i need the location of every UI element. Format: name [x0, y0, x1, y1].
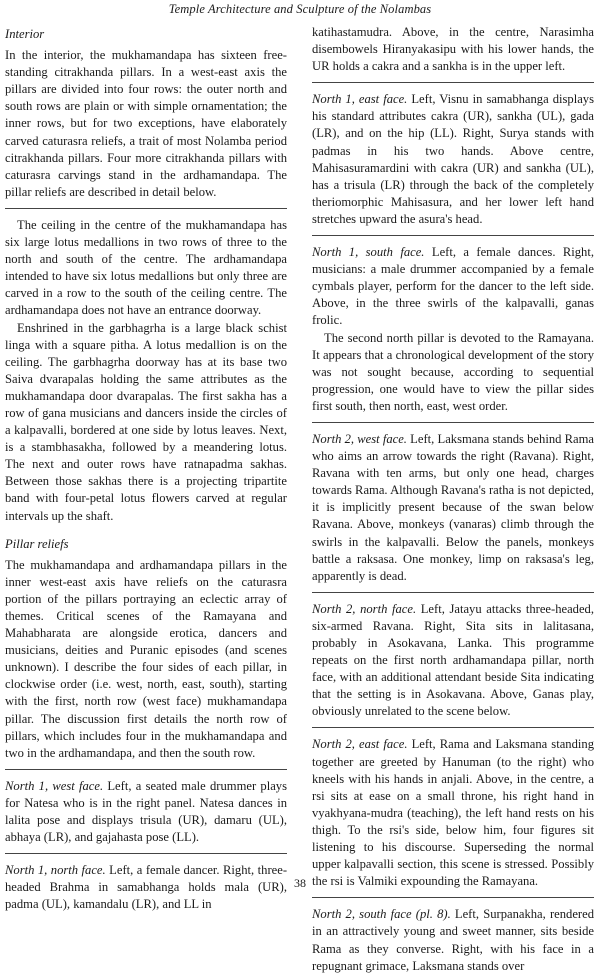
- north1-north-text: Left, a female dancer. Right, three-headed Brahma in samabhanga holds mala (UR), padma (UL), kamandalu (LR), and LL in: [5, 863, 288, 912]
- north2-east-text: Left, Rama and Laksmana standing together are greeted by Hanuman (to the right) who kneels with his hands in anjali. Above, in the centre, a rsi sits at ease on a small throne, his right hand in vyakhyana-mudra (teaching), the left hand rests on his thigh. To the rsi's side, below him, four figures sit listening to his discourse. Superseding the normal upper kalpavalli section, this scene is stressed. Possibly the rsi is Valmiki expounding the Ramayana.: [312, 737, 594, 889]
- pillar-reliefs-heading: Pillar reliefs: [5, 536, 69, 551]
- divider: [5, 853, 287, 854]
- divider: [312, 897, 594, 898]
- divider: [312, 727, 594, 728]
- north2-east-label: North 2, east face.: [312, 737, 408, 752]
- north1-east-paragraph: [312, 91, 594, 228]
- north1-west-paragraph: [5, 778, 287, 846]
- right-column: [312, 24, 594, 975]
- divider: [5, 769, 287, 770]
- north2-north-paragraph: [312, 601, 594, 721]
- interior-heading: Interior: [5, 27, 45, 41]
- north1-east-label: North 1, east face.: [312, 92, 408, 107]
- north1-south-text: Left, a female dances. Right, musicians: a male drummer accompanied by a female cymbals player, perform for the dancer to the left side. Above, in the three swirls of the kalpavalli, ganas frolic.: [312, 245, 595, 328]
- north1-south-paragraph: [312, 244, 594, 329]
- divider: [312, 82, 594, 83]
- north2-north-text: Left, Jatayu attacks three-headed, six-armed Ravana. Right, Sita sits in lalitasana, probably in Asokavana, Lanka. This programme repeats on the first north ardhamandapa pillar, north face, with an additional attendant beside Sita indicating that the setting is in Asokavana. Above, Ganas play, obviously unrelated to the scene below.: [312, 601, 595, 719]
- north2-south-label: North 2, south face (pl. 8).: [312, 907, 451, 922]
- divider: [312, 592, 594, 593]
- divider: [5, 208, 287, 209]
- north1-south-label: North 1, south face.: [312, 245, 425, 260]
- north1-west-label: North 1, west face.: [5, 778, 104, 793]
- pillar-paragraph-1: The mukhamandapa and ardhamandapa pillars in the inner west-east axis have reliefs on the caturasra portion of the pillars portraying an eclectic array of themes. Critical scenes of the Ramayana and Mahabharata are alongside erotica, dancers and musicians, deities and Puranic episodes (and scenes unknown). I describe the four sides of each pillar, in clockwise order (i.e. west, north, east, south), starting with the first, north row (west face) mukhamandapa pillar. The discussion first details the north row of pillars, which includes four in the mukhamandapa and two in the ardhamandapa, and then the south row.: [5, 557, 287, 760]
- left-column: [5, 24, 287, 914]
- north2-south-text: Left, Surpanakha, rendered in an attractively young and sweet manner, sits beside Rama as they converse. Right, with his face in a repugnant grimace, Laksmana stands over: [312, 907, 595, 973]
- north2-west-label: North 2, west face.: [312, 431, 407, 446]
- ramayana-paragraph: The second north pillar is devoted to the Ramayana. It appears that a chronological development of the story was not sought because, according to sequential progression, one would have to view the pillar sides first south, then north, east, west order.: [312, 330, 594, 413]
- divider: [312, 422, 594, 423]
- north1-west-text: Left, a seated male drummer plays for Natesa who is in the right panel. Natesa dances in lalita pose and displays trisula (UR), damaru (UL), abhaya (LR), and gajahasta pose (LL).: [5, 778, 287, 845]
- continued-paragraph: katihastamudra. Above, in the centre, Narasimha disembowels Hiranyakasipu with his lower hands, the UR holds a cakra and a sankha is in the upper left.: [312, 25, 594, 74]
- north2-south-paragraph: [312, 906, 594, 974]
- running-header: Temple Architecture and Sculpture of the Nolambas: [168, 2, 432, 16]
- north1-east-text: Left, Visnu in samabhanga displays his standard attributes cakra (UR), sankha (UL), gada (LR), and on the hip (LL). Right, Surya stands with padmas in his two hands. Above centre, Mahisasuramardini with cakra (UR) and sankha (UL), has a trisula (LR) through the back of the completely theriomorphic Mahisasura, and her lower left hand stretches upward the asura's head.: [312, 92, 594, 226]
- north2-west-text: Left, Laksmana stands behind Rama who aims an arrow towards the right (Ravana). Right, Ravana with ten arms, but only one head, charges towards Rama. Although Ravana's ratha is not depicted, it is implicitly present because of the swan below Ravana. Above, monkeys (vanaras) climb through the swirls in the kalpavalli. Below the panels, monkeys battle a raksasa. One monkey, limp on raksasa's leg, apparently is dead.: [312, 431, 594, 583]
- north2-west-paragraph: [312, 431, 594, 585]
- north1-north-label: North 1, north face.: [5, 863, 106, 878]
- interior-paragraph-2: The ceiling in the centre of the mukhamandapa has six large lotus medallions in two rows of three to the north and south of the centre. The ardhamandapa intended to have six lotus medallions but only three are carved in a row to the south of the ceiling centre. The ardhamandapa does not have an entrance doorway.: [5, 217, 287, 318]
- interior-paragraph-1: In the interior, the mukhamandapa has sixteen free-standing citrakhanda pillars. In a west-east axis the pillars are divided into four rows: the outer north and south rows are plain or with simple ornamentation; the inner rows, but for two exceptions, have elaborately carved caturasra reliefs, a trait of most Nolamba period citrakhanda pillars. Four more citrakhanda pillars with caturasra carvings stand in the ardhamandapa. The pillar reliefs are described in detail below.: [5, 48, 287, 199]
- north2-east-paragraph: [312, 736, 594, 890]
- page-number: 38: [294, 876, 306, 890]
- interior-paragraph-3: Enshrined in the garbhagrha is a large black schist linga with a square pitha. A lotus medallion is on the ceiling. The garbhagrha doorway has at its base two Saiva dvarapalas holding the same attributes as the mukhamandapa door dvarapalas. The first sakha has a row of gana musicians and dancers inside the circles of a kalpavalli, bordered at one side by lotus leaves. Next, is a stambhasakha, followed by a meandering lotus. The next and outer rows have ratnapadma sakhas. Between those sakhas there is a projecting tripartite band with four-petal lotus flowers carved at regular intervals up the shaft.: [5, 320, 287, 523]
- north2-north-label: North 2, north face.: [312, 601, 417, 616]
- divider: [312, 235, 594, 236]
